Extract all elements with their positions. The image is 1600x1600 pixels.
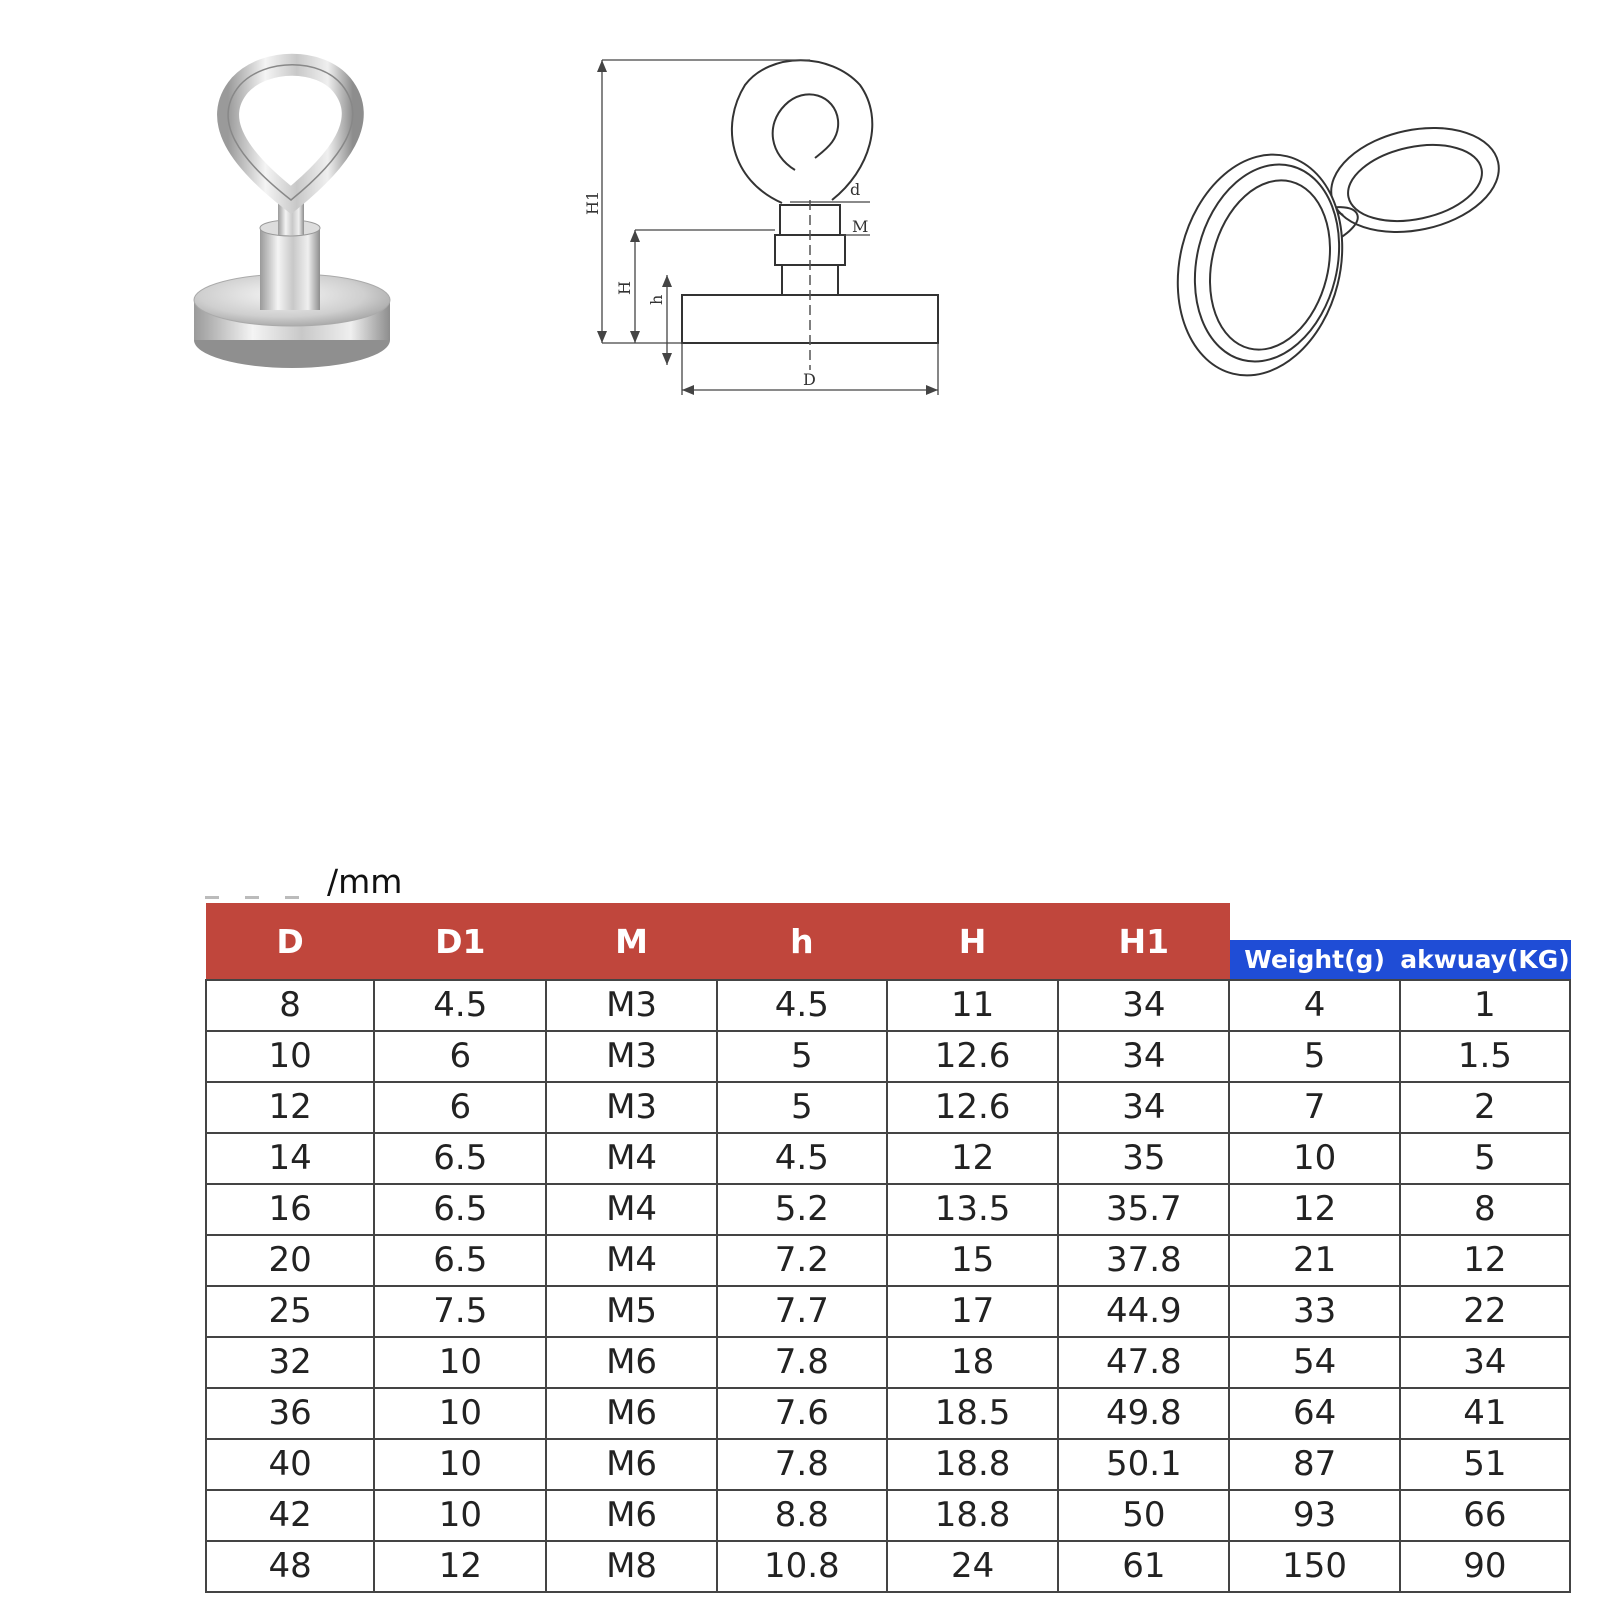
table-cell: 34 [1400,1337,1570,1388]
table-row [206,1286,1570,1337]
table-cell: 50 [1058,1490,1229,1541]
table-cell: 33 [1229,1286,1399,1337]
header-H: H [887,904,1058,980]
table-cell: M4 [546,1133,716,1184]
table-cell: 8.8 [717,1490,887,1541]
table-cell: 1.5 [1400,1031,1570,1082]
label-H: H [615,281,634,295]
table-cell: 5.2 [717,1184,887,1235]
label-M: M [852,217,869,236]
table-cell: 15 [887,1235,1058,1286]
table-cell: 18.8 [887,1490,1058,1541]
table-cell: 11 [887,980,1058,1031]
table-cell: 36 [206,1388,374,1439]
table-cell: 7 [1229,1082,1399,1133]
table-cell: M6 [546,1337,716,1388]
table-cell: 32 [206,1337,374,1388]
table-cell: 12.6 [887,1082,1058,1133]
table-cell: M6 [546,1388,716,1439]
table-cell: 40 [206,1439,374,1490]
table-cell: 4.5 [717,1133,887,1184]
table-cell: 66 [1400,1490,1570,1541]
table-cell: 7.5 [374,1286,546,1337]
table-cell: M6 [546,1439,716,1490]
table-cell: 7.8 [717,1337,887,1388]
table-cell: 34 [1058,980,1229,1031]
table-cell: 10 [206,1031,374,1082]
table-cell: 7.7 [717,1286,887,1337]
table-cell: 20 [206,1235,374,1286]
product-photo [180,50,410,380]
table-row [206,1541,1570,1592]
table-cell: 51 [1400,1439,1570,1490]
header-h: h [717,904,887,980]
label-H1: H1 [583,190,602,215]
header-M: M [546,904,716,980]
table-cell: 41 [1400,1388,1570,1439]
table-cell: 12 [374,1541,546,1592]
table-cell: 18.8 [887,1439,1058,1490]
table-cell: 5 [1400,1133,1570,1184]
table-cell: M3 [546,980,716,1031]
table-cell: 6 [374,1082,546,1133]
table-cell: 61 [1058,1541,1229,1592]
table-cell: 64 [1229,1388,1399,1439]
table-cell: 8 [206,980,374,1031]
isometric-drawing [1175,115,1505,380]
label-D: D [803,370,816,389]
table-cell: 10.8 [717,1541,887,1592]
header-gap [1229,904,1570,941]
spec-table [205,903,1571,1593]
table-cell: 6.5 [374,1184,546,1235]
smudged-text [205,896,325,899]
table-cell: 25 [206,1286,374,1337]
table-cell: 87 [1229,1439,1399,1490]
table-body [206,980,1570,1592]
table-cell: 2 [1400,1082,1570,1133]
table-cell: 18.5 [887,1388,1058,1439]
table-cell: 7.2 [717,1235,887,1286]
table-cell: 10 [374,1490,546,1541]
table-cell: 10 [374,1439,546,1490]
table-cell: 6.5 [374,1133,546,1184]
table-cell: 12 [887,1133,1058,1184]
table-cell: M3 [546,1082,716,1133]
table-row [206,1337,1570,1388]
table-cell: 35.7 [1058,1184,1229,1235]
table-cell: 54 [1229,1337,1399,1388]
table-cell: 4.5 [374,980,546,1031]
table-cell: 13.5 [887,1184,1058,1235]
table-cell: M6 [546,1490,716,1541]
table-cell: 6.5 [374,1235,546,1286]
table-cell: 16 [206,1184,374,1235]
table-cell: 17 [887,1286,1058,1337]
table-cell: 14 [206,1133,374,1184]
header-weight: Weight(g) [1229,940,1399,980]
table-cell: 24 [887,1541,1058,1592]
table-cell: 12.6 [887,1031,1058,1082]
table-row [206,1439,1570,1490]
table-cell: 93 [1229,1490,1399,1541]
header-D1: D1 [374,904,546,980]
table-cell: 37.8 [1058,1235,1229,1286]
table-cell: 34 [1058,1031,1229,1082]
table-row [206,1031,1570,1082]
header-force: akwuay(KG) [1400,940,1570,980]
table-cell: 48 [206,1541,374,1592]
table-cell: 47.8 [1058,1337,1229,1388]
table-cell: 4.5 [717,980,887,1031]
table-cell: M8 [546,1541,716,1592]
table-cell: 21 [1229,1235,1399,1286]
table-cell: 7.6 [717,1388,887,1439]
table-cell: 42 [206,1490,374,1541]
table-cell: M5 [546,1286,716,1337]
unit-text: /mm [327,862,403,901]
table-cell: 50.1 [1058,1439,1229,1490]
table-cell: 1 [1400,980,1570,1031]
table-cell: 10 [374,1337,546,1388]
table-row [206,1082,1570,1133]
table-cell: 7.8 [717,1439,887,1490]
table-cell: 6 [374,1031,546,1082]
table-row [206,1235,1570,1286]
unit-label [205,862,402,901]
table-row [206,1490,1570,1541]
table-cell: 4 [1229,980,1399,1031]
table-cell: 12 [1229,1184,1399,1235]
table-cell: 12 [206,1082,374,1133]
table-cell: M4 [546,1235,716,1286]
table-cell: 5 [1229,1031,1399,1082]
table-row [206,1184,1570,1235]
header-D: D [206,904,374,980]
table-row [206,1388,1570,1439]
table-cell: 12 [1400,1235,1570,1286]
table-row [206,1133,1570,1184]
table-cell: 10 [374,1388,546,1439]
table-row [206,980,1570,1031]
technical-drawing [570,40,970,420]
label-h: h [647,294,666,305]
table-cell: 35 [1058,1133,1229,1184]
table-cell: 10 [1229,1133,1399,1184]
table-cell: 18 [887,1337,1058,1388]
label-d: d [850,180,861,199]
table-cell: 5 [717,1082,887,1133]
table-cell: 34 [1058,1082,1229,1133]
table-cell: 22 [1400,1286,1570,1337]
table-cell: 150 [1229,1541,1399,1592]
table-cell: 5 [717,1031,887,1082]
table-cell: 90 [1400,1541,1570,1592]
table-cell: 8 [1400,1184,1570,1235]
table-cell: 49.8 [1058,1388,1229,1439]
table-cell: 44.9 [1058,1286,1229,1337]
header-H1: H1 [1058,904,1229,980]
table-cell: M4 [546,1184,716,1235]
table-cell: M3 [546,1031,716,1082]
